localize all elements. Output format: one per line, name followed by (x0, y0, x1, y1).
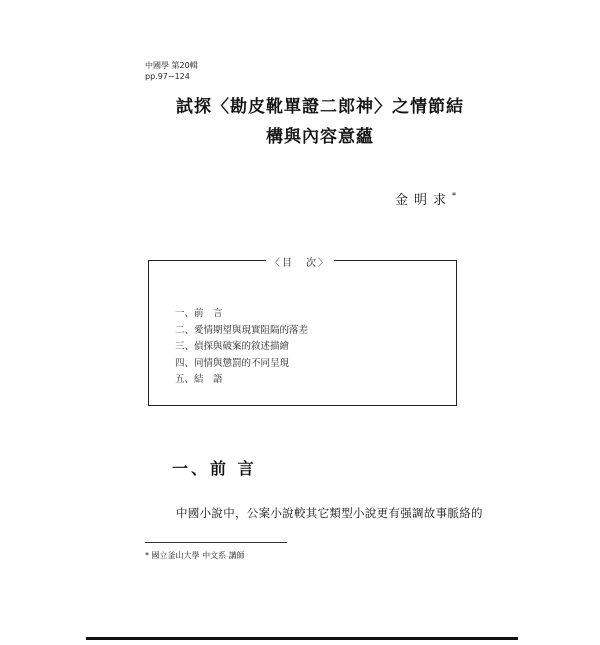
toc-item: 三、偵探與破案的敘述描繪 (175, 341, 290, 352)
paper-title-line-1: 試探〈勘皮靴單證二郎神〉之情節結 (176, 97, 464, 117)
page-bottom-rule (86, 637, 518, 640)
body-paragraph: 中國小說中，公案小說較其它類型小說更有强調故事脈絡的 (176, 506, 483, 520)
toc-item: 二、愛情期望與現實阻隔的落差 (175, 324, 309, 336)
footnote-divider (145, 542, 287, 543)
paper-title-line-2: 構與內容意蘊 (266, 127, 374, 147)
footnote: * 國立釜山大學 中文系 講師 (145, 551, 245, 560)
toc-title: 〈目 次〉 (266, 254, 334, 269)
journal-meta (145, 60, 198, 82)
author-name: 金明求 (395, 193, 453, 208)
page-range: pp.97∼124 (145, 72, 190, 81)
author-footnote-mark: * (452, 191, 457, 201)
journal-name: 中國學 第20輯 (145, 61, 198, 70)
toc-item: 一、前 言 (175, 308, 223, 319)
table-of-contents (148, 260, 457, 406)
toc-list (175, 306, 308, 389)
toc-item: 四、同情與懲罰的不同呈現 (175, 357, 290, 369)
author (395, 189, 456, 208)
toc-item: 五、結 語 (175, 374, 223, 385)
section-heading: 一、前 言 (172, 459, 257, 478)
